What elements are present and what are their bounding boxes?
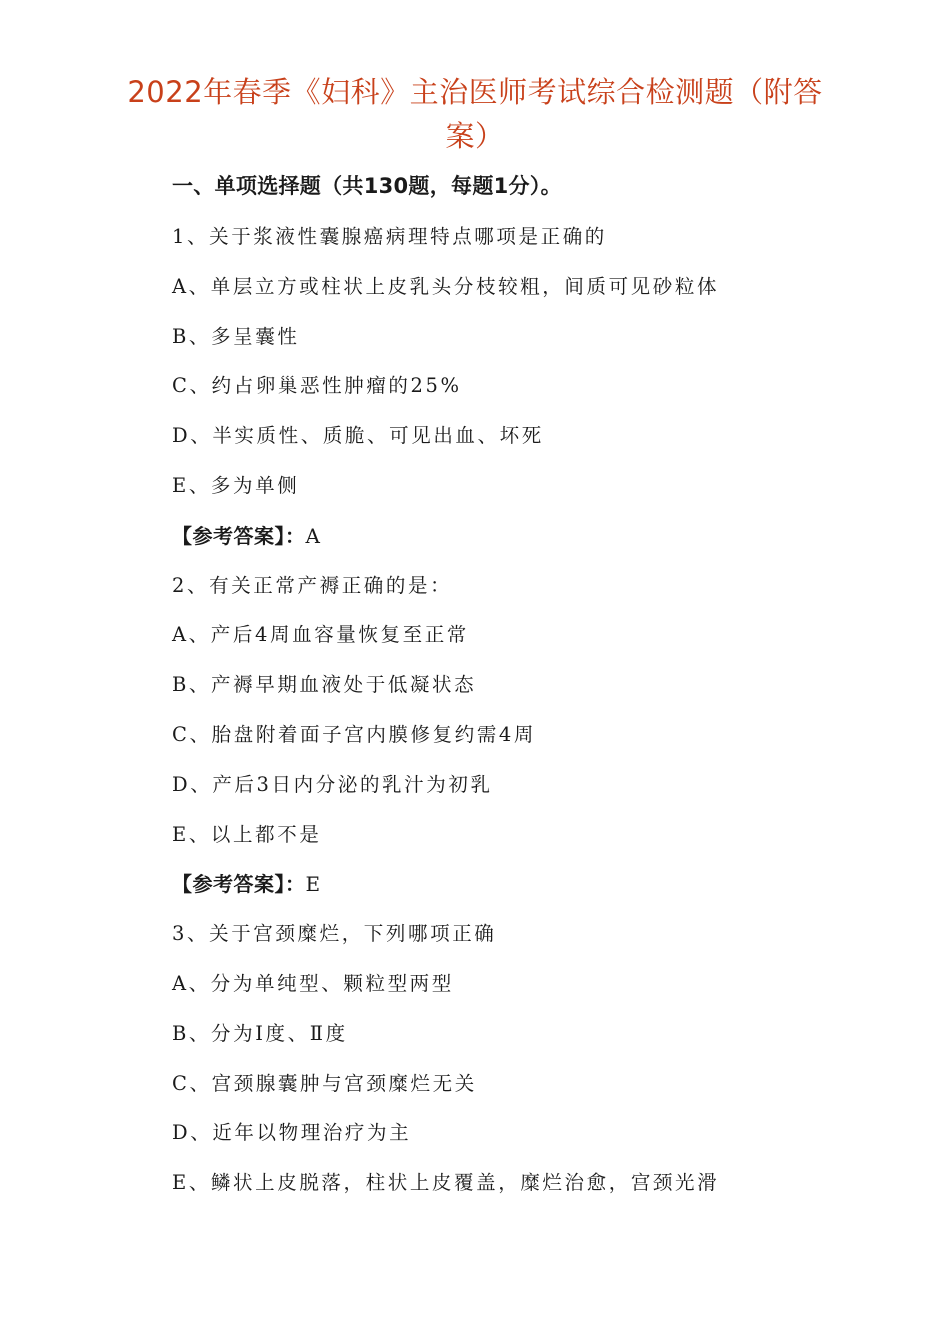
option-a: A、单层立方或柱状上皮乳头分枝较粗，间质可见砂粒体: [172, 274, 720, 298]
option-c: C、胎盘附着面子宫内膜修复约需4周: [172, 722, 537, 746]
question-stem: 1、关于浆液性囊腺癌病理特点哪项是正确的: [172, 225, 607, 248]
document-title: 2022年春季《妇科》主治医师考试综合检测题（附答案）: [127, 75, 823, 153]
option-d: D、近年以物理治疗为主: [172, 1121, 412, 1145]
answer-label: 【参考答案】：: [172, 523, 306, 548]
option-c: C、宫颈腺囊肿与宫颈糜烂无关: [172, 1071, 477, 1095]
question-stem: 2、有关正常产褥正确的是：: [172, 573, 453, 597]
option-c: C、约占卵巢恶性肿瘤的25%: [172, 374, 462, 398]
answer-value: E: [305, 872, 321, 897]
answer-label: 【参考答案】：: [172, 872, 306, 897]
answer-line: [172, 519, 872, 569]
option-a: A、分为单纯型、颗粒型两型: [172, 971, 454, 995]
option-a: A、产后4周血容量恢复至正常: [172, 623, 469, 647]
question-list: [172, 220, 872, 1216]
option-e: E、多为单侧: [172, 473, 300, 497]
option-d: D、半实质性、质脆、可见出血、坏死: [172, 424, 544, 448]
option-e: E、鳞状上皮脱落，柱状上皮覆盖，糜烂治愈，宫颈光滑: [172, 1171, 720, 1195]
option-e: E、以上都不是: [172, 822, 322, 846]
option-b: B、多呈囊性: [172, 324, 300, 348]
answer-value: A: [305, 523, 321, 548]
question-stem: 3、关于宫颈糜烂，下列哪项正确: [172, 922, 497, 946]
option-d: D、产后3日内分泌的乳汁为初乳: [172, 772, 493, 796]
option-b: B、分为Ⅰ度、Ⅱ度: [172, 1021, 348, 1045]
section-heading: 一、单项选择题（共130题，每题1分）。: [172, 174, 562, 198]
option-b: B、产褥早期血液处于低凝状态: [172, 673, 477, 697]
answer-line: [172, 867, 872, 917]
